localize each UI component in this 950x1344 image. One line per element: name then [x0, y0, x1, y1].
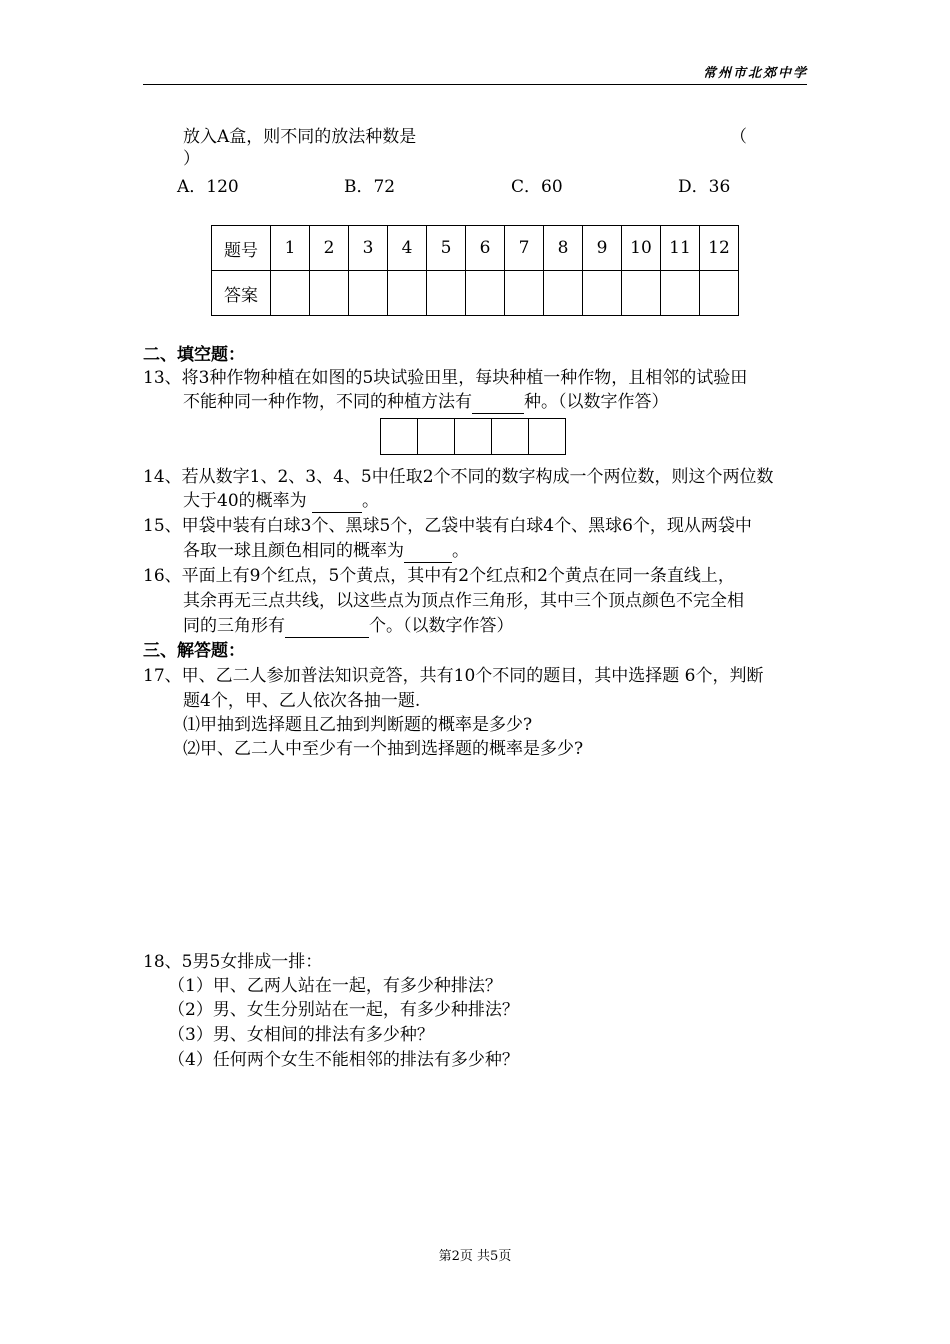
q13-answer-blank[interactable] — [472, 391, 524, 414]
question-number-cell: 9 — [583, 226, 622, 271]
q14-text-b: 。 — [362, 491, 380, 511]
table-row — [212, 271, 739, 316]
answer-cell[interactable] — [505, 271, 544, 316]
q15-text-b: 。 — [452, 541, 469, 561]
row-label-number: 题号 — [212, 226, 271, 271]
q12-option-b: B．72 — [344, 177, 396, 197]
q17-line2: 题4个，甲、乙人依次各抽一题. — [183, 691, 421, 711]
question-number-cell: 11 — [661, 226, 700, 271]
q15-answer-blank[interactable] — [404, 540, 452, 563]
answer-cell[interactable] — [427, 271, 466, 316]
question-number-cell: 1 — [271, 226, 310, 271]
table-row — [212, 226, 739, 271]
question-number-cell: 7 — [505, 226, 544, 271]
school-name: 常州市北郊中学 — [702, 66, 808, 81]
q15-line1: 15、甲袋中装有白球3个、黑球5个，乙袋中装有白球4个、黑球6个，现从两袋中 — [143, 516, 752, 536]
q13-field-diagram — [381, 418, 566, 455]
answer-cell[interactable] — [310, 271, 349, 316]
q18-sub1: （1）甲、乙两人站在一起，有多少种排法？ — [168, 976, 502, 996]
q15-text-a: 各取一球且颜色相同的概率为 — [183, 541, 404, 561]
answer-cell[interactable] — [388, 271, 427, 316]
answer-cell[interactable] — [583, 271, 622, 316]
q12-continuation: 放入A盒，则不同的放法种数是 — [183, 127, 417, 147]
answer-cell[interactable] — [349, 271, 388, 316]
field-plot — [417, 418, 455, 455]
q15-line2 — [183, 540, 469, 563]
question-number-cell: 3 — [349, 226, 388, 271]
field-plot — [380, 418, 418, 455]
row-label-answer: 答案 — [212, 271, 271, 316]
question-number-cell: 10 — [622, 226, 661, 271]
q17-line1: 17、甲、乙二人参加普法知识竞答，共有10个不同的题目，其中选择题 6个，判断 — [143, 666, 764, 686]
answer-cell[interactable] — [544, 271, 583, 316]
answer-cell[interactable] — [271, 271, 310, 316]
question-number-cell: 12 — [700, 226, 739, 271]
q14-line1: 14、若从数字1、2、3、4、5中任取2个不同的数字构成一个两位数，则这个两位数 — [143, 467, 774, 487]
q12-option-d: D．36 — [678, 177, 731, 197]
q13-text-a: 不能种同一种作物，不同的种植方法有 — [183, 392, 472, 412]
question-number-cell: 8 — [544, 226, 583, 271]
q18-sub3: （3）男、女相间的排法有多少种？ — [168, 1025, 434, 1045]
section-title-solve: 三、解答题： — [143, 641, 245, 661]
question-number-cell: 5 — [427, 226, 466, 271]
q18-line1: 18、5男5女排成一排： — [143, 952, 323, 972]
answer-table — [211, 225, 739, 316]
q13-line1: 13、将3种作物种植在如图的5块试验田里，每块种植一种作物，且相邻的试验田 — [143, 368, 748, 388]
q16-line3 — [183, 615, 514, 638]
page-number: 第2页 共5页 — [438, 1249, 512, 1264]
field-plot — [528, 418, 566, 455]
q16-text-b: 个。（以数字作答） — [369, 616, 514, 636]
answer-cell[interactable] — [661, 271, 700, 316]
question-number-cell: 2 — [310, 226, 349, 271]
q16-answer-blank[interactable] — [285, 615, 369, 638]
field-plot — [491, 418, 529, 455]
q16-line1: 16、平面上有9个红点，5个黄点，其中有2个红点和2个黄点在同一条直线上， — [143, 566, 735, 586]
q13-line2 — [183, 391, 669, 414]
answer-cell[interactable] — [466, 271, 505, 316]
question-number-cell: 4 — [388, 226, 427, 271]
q12-option-a: A．120 — [177, 177, 239, 197]
q18-sub4: （4）任何两个女生不能相邻的排法有多少种？ — [168, 1050, 519, 1070]
answer-cell[interactable] — [622, 271, 661, 316]
q14-text-a: 大于40的概率为 — [183, 491, 307, 511]
header-rule — [143, 84, 807, 85]
field-plot — [454, 418, 492, 455]
section-title-fill-in: 二、填空题： — [143, 345, 245, 365]
question-number-cell: 6 — [466, 226, 505, 271]
q12-option-c: C．60 — [511, 177, 563, 197]
answer-cell[interactable] — [700, 271, 739, 316]
q13-text-b: 种。（以数字作答） — [524, 392, 669, 412]
q17-sub1: ⑴甲抽到选择题且乙抽到判断题的概率是多少? — [183, 715, 533, 735]
q18-sub2: （2）男、女生分别站在一起，有多少种排法？ — [168, 1000, 519, 1020]
q12-paren-close: ） — [183, 149, 200, 169]
q12-paren-open: （ — [730, 127, 747, 147]
q14-answer-blank[interactable] — [312, 490, 362, 513]
q14-line2 — [183, 490, 379, 513]
q16-line2: 其余再无三点共线，以这些点为顶点作三角形，其中三个顶点颜色不完全相 — [183, 591, 744, 611]
q16-text-a: 同的三角形有 — [183, 616, 285, 636]
q17-sub2: ⑵甲、乙二人中至少有一个抽到选择题的概率是多少? — [183, 739, 584, 759]
